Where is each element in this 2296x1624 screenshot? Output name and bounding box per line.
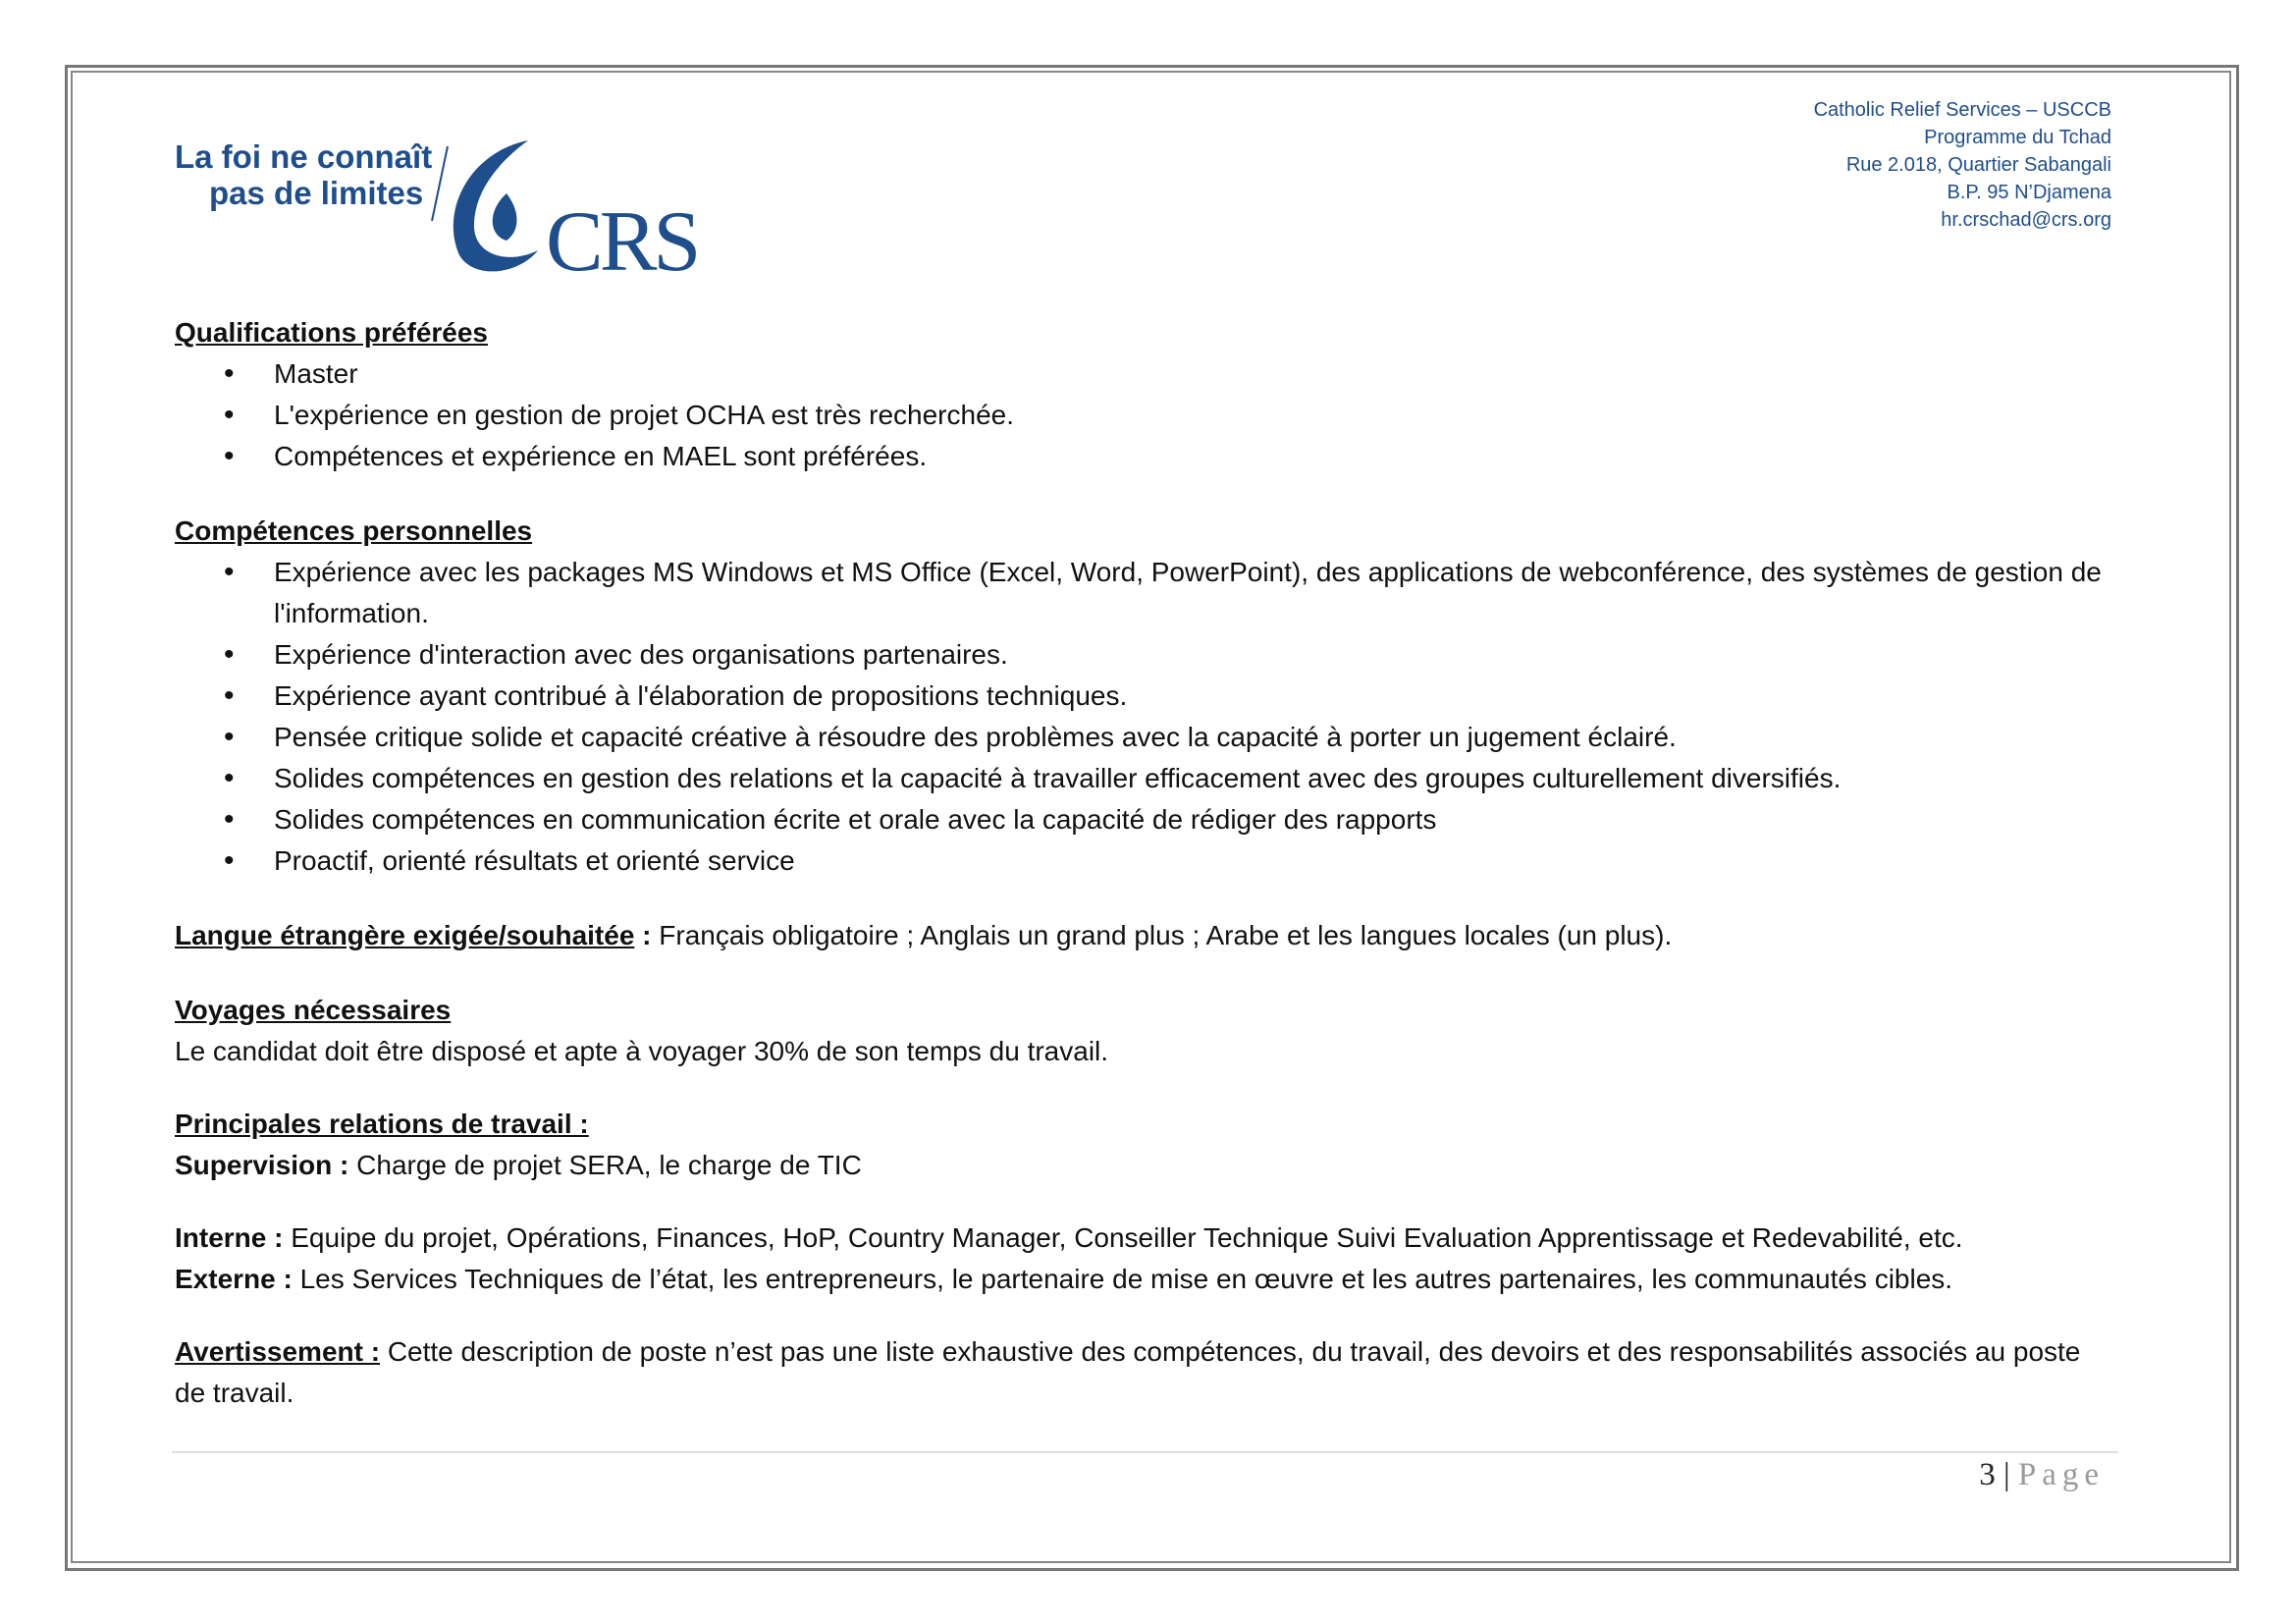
langue-paragraph (175, 915, 2113, 956)
address-block (1814, 96, 2111, 234)
logo-brand: CRS (546, 194, 698, 280)
logo-tagline-line2: pas de limites (209, 175, 424, 211)
page-number-value: 3 (1979, 1457, 1996, 1492)
list-item: • Solides compétences en communication écrite et orale avec la capacité de rédiger des rapports (175, 799, 2113, 840)
externe-label: Externe : (175, 1264, 293, 1294)
supervision-line (175, 1145, 2113, 1186)
competences-list (175, 552, 2113, 882)
logo-tagline-line1: La foi ne connaît (175, 138, 433, 175)
address-line: Catholic Relief Services – USCCB (1813, 99, 2111, 121)
qualifications-heading: Qualifications préférées (175, 317, 489, 348)
voyages-heading: Voyages nécessaires (175, 995, 452, 1025)
supervision-label: Supervision : (175, 1150, 349, 1180)
externe-line (175, 1259, 2113, 1300)
voyages-text: Le candidat doit être disposé et apte à voyager 30% de son temps du travail. (175, 1036, 1109, 1066)
address-email: hr.crschad@crs.org (1941, 209, 2111, 231)
list-item: • Expérience avec les packages MS Windows et MS Office (Excel, Word, PowerPoint), des applications de webconférence, des systèmes de gestion de l'information. (175, 552, 2113, 634)
crs-logo (175, 133, 724, 280)
competences-heading: Compétences personnelles (175, 515, 533, 546)
logo-slash (432, 146, 448, 221)
list-item: • Solides compétences en gestion des relations et la capacité à travailler efficacement avec des groupes culturellement diversifiés. (175, 758, 2113, 799)
supervision-text: Charge de projet SERA, le charge de TIC (348, 1150, 862, 1180)
interne-text: Equipe du projet, Opérations, Finances, HoP, Country Manager, Conseiller Technique Suivi Evaluation Apprentissage et Redevabilité, etc. (283, 1222, 1963, 1253)
page-number (1979, 1457, 2105, 1493)
address-line: Rue 2.018, Quartier Sabangali (1845, 154, 2111, 176)
avertissement-paragraph (175, 1331, 2113, 1414)
page-number-separator: | (1995, 1457, 2018, 1492)
qualifications-list (175, 353, 2113, 477)
footer-rule (172, 1451, 2118, 1453)
langue-text: Français obligatoire ; Anglais un grand plus ; Arabe et les langues locales (un plus). (651, 920, 1673, 950)
document-body (175, 312, 2113, 1414)
list-item: • Proactif, orienté résultats et orienté service (175, 840, 2113, 882)
avertissement-heading: Avertissement : (175, 1336, 381, 1367)
page-word: Page (2017, 1457, 2105, 1492)
interne-label: Interne : (175, 1222, 284, 1253)
list-item: • Master (175, 353, 2113, 395)
relations-heading: Principales relations de travail : (175, 1109, 589, 1139)
list-item: • Pensée critique solide et capacité créative à résoudre des problèmes avec la capacité à porter un jugement éclairé. (175, 717, 2113, 758)
list-item: • Expérience ayant contribué à l'élaboration de propositions techniques. (175, 676, 2113, 717)
externe-text: Les Services Techniques de l’état, les entrepreneurs, le partenaire de mise en œuvre et les autres partenaires, les communautés cibles. (292, 1264, 1953, 1294)
address-line: B.P. 95 N’Djamena (1947, 182, 2111, 203)
interne-line (175, 1218, 2113, 1259)
list-item: • Expérience d'interaction avec des organisations partenaires. (175, 634, 2113, 676)
address-line: Programme du Tchad (1924, 127, 2111, 148)
list-item: • Compétences et expérience en MAEL sont préférées. (175, 436, 2113, 477)
langue-heading: Langue étrangère exigée/souhaitée (175, 920, 635, 950)
langue-colon: : (634, 920, 652, 950)
avertissement-text: Cette description de poste n’est pas une liste exhaustive des compétences, du travail, des devoirs et des responsabilités associés au poste de travail. (175, 1336, 2081, 1408)
flame-icon (454, 140, 538, 271)
list-item: • L'expérience en gestion de projet OCHA est très recherchée. (175, 395, 2113, 436)
